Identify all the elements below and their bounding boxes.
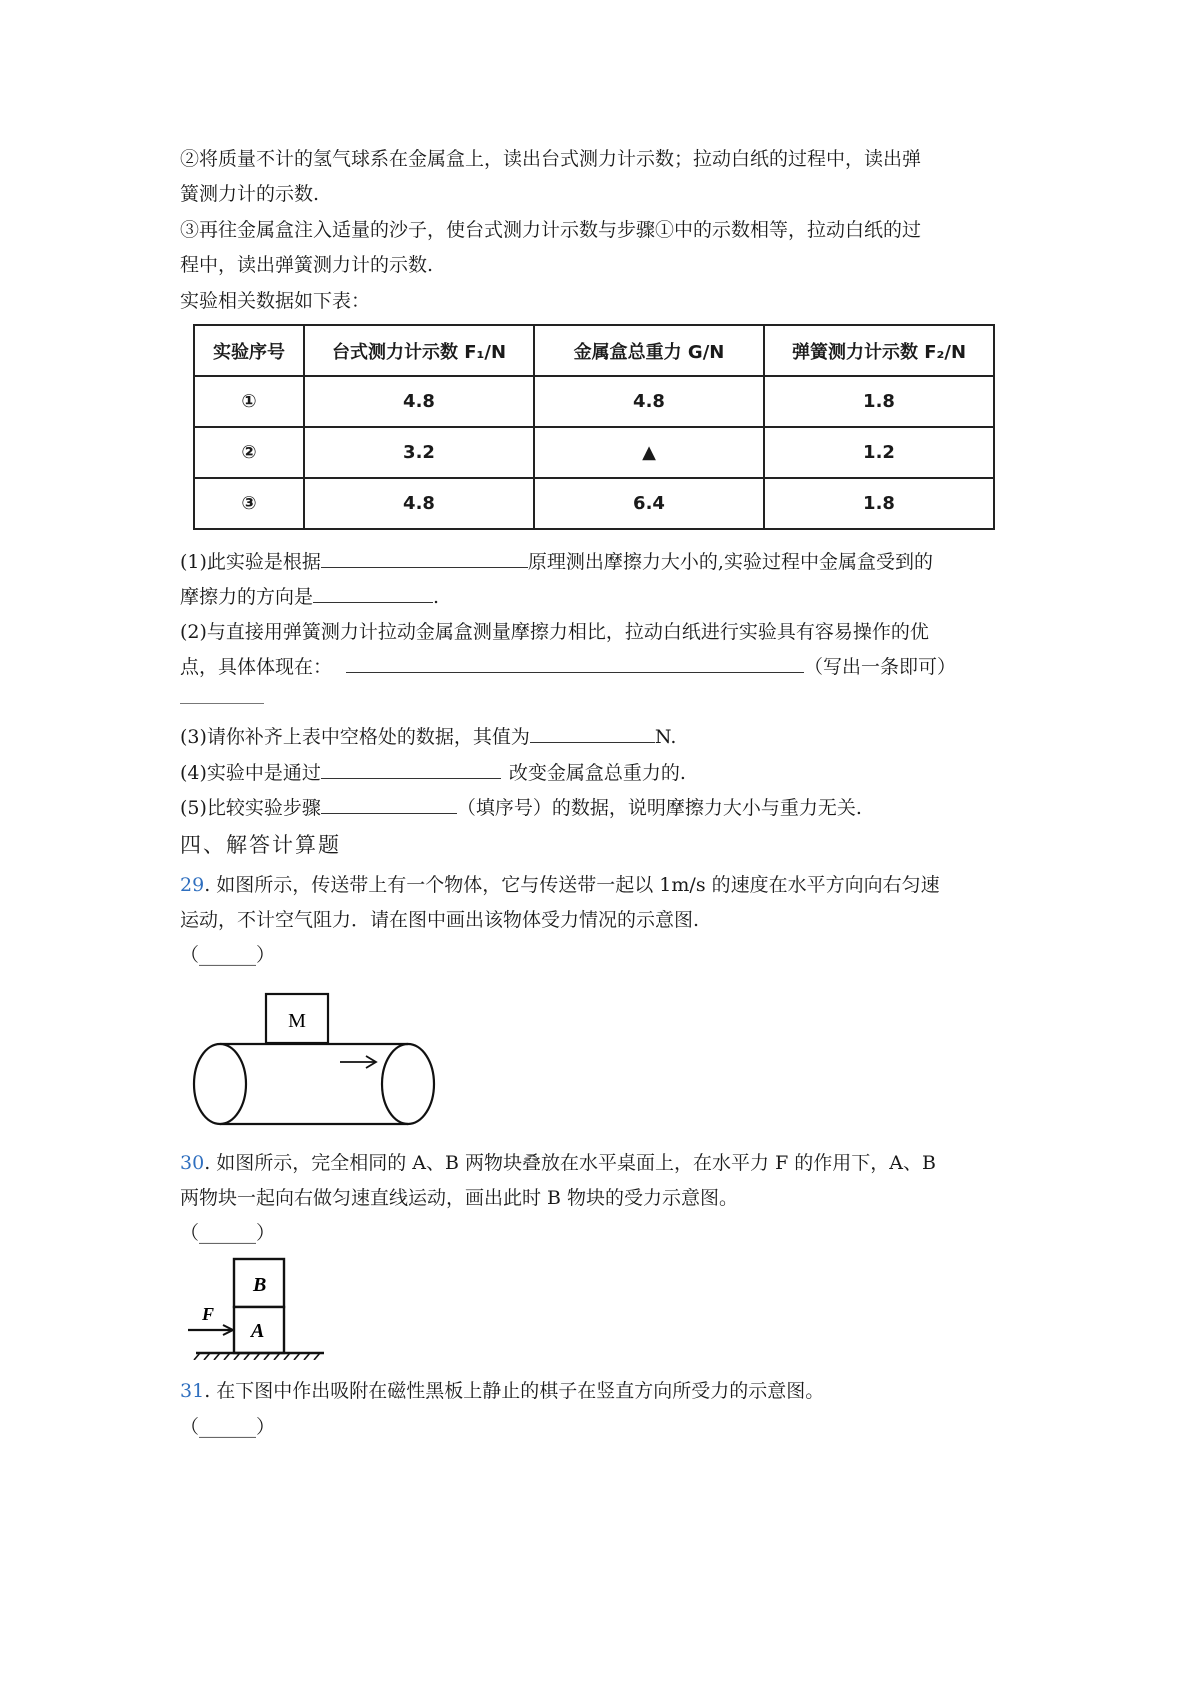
conveyor-belt-figure	[190, 990, 440, 1132]
table-cell: 1.8	[764, 376, 994, 427]
answer-blank[interactable]	[313, 584, 433, 603]
answer-blank[interactable]	[321, 760, 501, 779]
question-2-line1: (2)与直接用弹簧测力计拉动金属盒测量摩擦力相比，拉动白纸进行实验具有容易操作的优	[180, 621, 929, 643]
step3-line1: ③再往金属盒注入适量的沙子，使台式测力计示数与步骤①中的示数相等，拉动白纸的过	[180, 219, 922, 241]
table-cell: 6.4	[534, 478, 764, 529]
table-row	[194, 376, 994, 427]
problem-29-line1: 29. 如图所示，传送带上有一个物体，它与传送带一起以 1m/s 的速度在水平方向向右匀速	[180, 874, 940, 896]
section-title: 四、解答计算题	[180, 833, 341, 857]
table-cell: 3.2	[304, 427, 534, 478]
header-cell: 实验序号	[194, 325, 304, 376]
problem-30-line1: 30. 如图所示，完全相同的 A、B 两物块叠放在水平桌面上，在水平力 F 的作用下，A、B	[180, 1152, 936, 1174]
problem-31-line1: 31. 在下图中作出吸附在磁性黑板上静止的棋子在竖直方向所受力的示意图。	[180, 1380, 825, 1402]
triangle-icon: ▲	[642, 442, 656, 463]
table-cell: 4.8	[304, 376, 534, 427]
step2-line1: ②将质量不计的氢气球系在金属盒上，读出台式测力计示数；拉动白纸的过程中，读出弹	[180, 148, 922, 170]
question-4: (4)实验中是通过 改变金属盒总重力的.	[180, 762, 686, 784]
table-cell: ③	[194, 478, 304, 529]
table-cell: 1.8	[764, 478, 994, 529]
experiment-table	[193, 324, 995, 530]
header-cell: 台式测力计示数 F₁/N	[304, 325, 534, 376]
answer-blank[interactable]	[321, 795, 457, 814]
answer-blank[interactable]	[346, 654, 804, 673]
question-1-line2: 摩擦力的方向是 .	[180, 586, 440, 608]
table-caption: 实验相关数据如下表：	[180, 290, 371, 312]
table-cell: 4.8	[534, 376, 764, 427]
answer-blank[interactable]	[321, 549, 528, 568]
answer-placeholder[interactable]: （______）	[180, 1222, 276, 1244]
question-2-line2: 点，具体体现在： （写出一条即可）	[180, 656, 957, 678]
table-header-row	[194, 325, 994, 376]
block-m-label: M	[288, 1010, 306, 1032]
right-roller	[382, 1044, 408, 1124]
table-cell: 4.8	[304, 478, 534, 529]
left-roller	[194, 1044, 246, 1124]
stacked-blocks-figure	[186, 1256, 326, 1360]
continuation-rule	[180, 703, 264, 704]
table-row	[194, 427, 994, 478]
question-3: (3)请你补齐上表中空格处的数据，其值为 N.	[180, 726, 677, 748]
problem-29-line2: 运动，不计空气阻力．请在图中画出该物体受力情况的示意图.	[180, 909, 700, 931]
block-b-label: B	[253, 1274, 267, 1296]
question-5: (5)比较实验步骤 （填序号）的数据，说明摩擦力大小与重力无关.	[180, 797, 862, 819]
step2-line2: 簧测力计的示数.	[180, 183, 320, 205]
answer-placeholder[interactable]: （______）	[180, 1416, 276, 1438]
table-cell: ①	[194, 376, 304, 427]
answer-placeholder[interactable]: （______）	[180, 944, 276, 966]
problem-number: 31	[180, 1380, 205, 1402]
table-cell: ②	[194, 427, 304, 478]
problem-30-line2: 两物块一起向右做匀速直线运动，画出此时 B 物块的受力示意图。	[180, 1187, 739, 1209]
header-cell: 弹簧测力计示数 F₂/N	[764, 325, 994, 376]
problem-number: 30	[180, 1152, 205, 1174]
table-cell: 1.2	[764, 427, 994, 478]
question-1-line1: (1)此实验是根据 原理测出摩擦力大小的,实验过程中金属盒受到的	[180, 551, 933, 573]
answer-blank[interactable]	[530, 724, 655, 743]
step3-line2: 程中，读出弹簧测力计的示数.	[180, 254, 434, 276]
header-cell: 金属盒总重力 G/N	[534, 325, 764, 376]
problem-number: 29	[180, 874, 205, 896]
table-cell	[534, 427, 764, 478]
table-row	[194, 478, 994, 529]
block-a-label: A	[251, 1320, 265, 1342]
force-f-label: F	[202, 1304, 215, 1324]
